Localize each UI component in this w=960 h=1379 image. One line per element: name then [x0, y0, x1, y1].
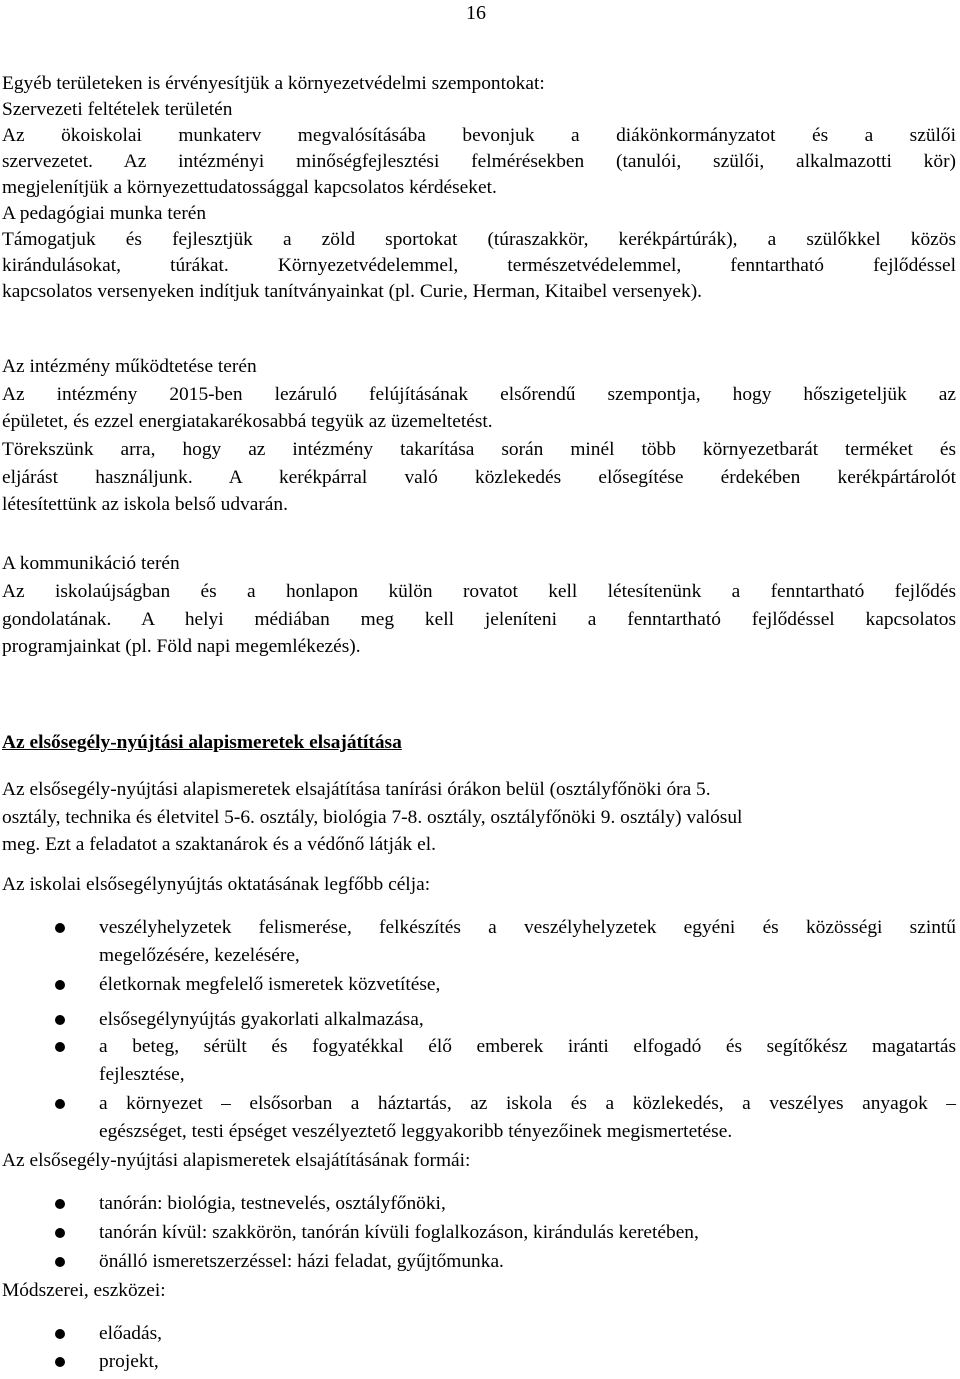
paragraph-line: Az iskolaújságban és a honlapon külön rovatot kell létesítenünk a fenntartható fejlődés [2, 581, 956, 602]
bullet-icon [55, 1329, 65, 1339]
list-item-text: tanórán: biológia, testnevelés, osztályfőnöki, [99, 1193, 446, 1214]
paragraph-line: Az ökoiskolai munkaterv megvalósításába bevonjuk a diákönkormányzatot és a szülői [2, 125, 956, 146]
paragraph-line: kirándulásokat, túrákat. Környezetvédelemmel, természetvédelemmel, fenntartható fejlődéssel [2, 255, 956, 276]
subheading: Az intézmény működtetése terén [2, 356, 257, 377]
bullet-icon [55, 1199, 65, 1209]
paragraph-line: Az intézmény 2015-ben lezáruló felújításának elsőrendű szempontja, hogy hőszigeteljük az [2, 384, 956, 405]
list-item-text: tanórán kívül: szakkörön, tanórán kívüli foglalkozáson, kirándulás keretében, [99, 1222, 699, 1243]
paragraph-line: Támogatjuk és fejlesztjük a zöld sportokat (túraszakkör, kerékpártúrák), a szülőkkel közös [2, 229, 956, 250]
paragraph-line: szervezetet. Az intézményi minőségfejlesztési felmérésekben (tanulói, szülői, alkalmazotti kör) [2, 151, 956, 172]
bullet-icon [55, 1357, 65, 1367]
list-intro: Az iskolai elsősegélynyújtás oktatásának legfőbb célja: [2, 874, 431, 895]
paragraph-line: kapcsolatos versenyeken indítjuk tanítványainkat (pl. Curie, Herman, Kitaibel versenyek). [2, 281, 703, 302]
list-item-text: életkornak megfelelő ismeretek közvetítése, [99, 974, 441, 995]
paragraph-line: eljárást használjunk. A kerékpárral való közlekedés elősegítése érdekében kerékpártárolót [2, 467, 956, 488]
list-intro: Az elsősegély-nyújtási alapismeretek elsajátításának formái: [2, 1150, 471, 1171]
paragraph-line: osztály, technika és életvitel 5-6. osztály, biológia 7-8. osztály, osztályfőnöki 9. osztály) valósul [2, 807, 743, 828]
bullet-icon [55, 980, 65, 990]
section-heading: Az elsősegély-nyújtási alapismeretek elsajátítása [2, 732, 402, 753]
paragraph-line: épületet, és ezzel energiatakarékosabbá tegyük az üzemeltetést. [2, 411, 493, 432]
bullet-icon [55, 1257, 65, 1267]
list-item-text: a beteg, sérült és fogyatékkal élő emberek iránti elfogadó és segítőkész magatartás [99, 1036, 956, 1057]
list-item-text: önálló ismeretszerzéssel: házi feladat, gyűjtőmunka. [99, 1251, 504, 1272]
bullet-icon [55, 1228, 65, 1238]
paragraph-line: meg. Ezt a feladatot a szaktanárok és a védőnő látják el. [2, 834, 436, 855]
list-item-text: egészséget, testi épséget veszélyeztető leggyakoribb tényezőinek megismertetése. [99, 1121, 733, 1142]
subheading: A pedagógiai munka terén [2, 203, 207, 224]
bullet-icon [55, 923, 65, 933]
bullet-icon [55, 1042, 65, 1052]
list-item-text: előadás, [99, 1323, 162, 1344]
list-intro: Módszerei, eszközei: [2, 1280, 166, 1301]
list-item-text: a környezet – elsősorban a háztartás, az iskola és a közlekedés, a veszélyes anyagok – [99, 1093, 956, 1114]
paragraph-line: programjainkat (pl. Föld napi megemlékezés). [2, 636, 361, 657]
bullet-icon [55, 1015, 65, 1025]
list-item-text: veszélyhelyzetek felismerése, felkészítés a veszélyhelyzetek egyéni és közösségi szintű [99, 917, 956, 938]
bullet-icon [55, 1099, 65, 1109]
list-item-text: projekt, [99, 1351, 159, 1372]
paragraph-line: Egyéb területeken is érvényesítjük a környezetvédelmi szempontokat: [2, 73, 545, 94]
list-item-text: elsősegélynyújtás gyakorlati alkalmazása, [99, 1009, 424, 1030]
list-item-text: megelőzésére, kezelésére, [99, 945, 300, 966]
subheading: A kommunikáció terén [2, 553, 180, 574]
paragraph-line: Törekszünk arra, hogy az intézmény takarítása során minél több környezetbarát terméket és [2, 439, 956, 460]
list-item-text: fejlesztése, [99, 1064, 185, 1085]
page-number: 16 [466, 2, 486, 24]
paragraph-line: Szervezeti feltételek területén [2, 99, 233, 120]
paragraph-line: megjelenítjük a környezettudatossággal kapcsolatos kérdéseket. [2, 177, 497, 198]
paragraph-line: Az elsősegély-nyújtási alapismeretek elsajátítása tanírási órákon belül (osztályfőnöki óra 5. [2, 779, 711, 800]
paragraph-line: létesítettünk az iskola belső udvarán. [2, 494, 288, 515]
paragraph-line: gondolatának. A helyi médiában meg kell jeleníteni a fenntartható fejlődéssel kapcsolatos [2, 609, 956, 630]
